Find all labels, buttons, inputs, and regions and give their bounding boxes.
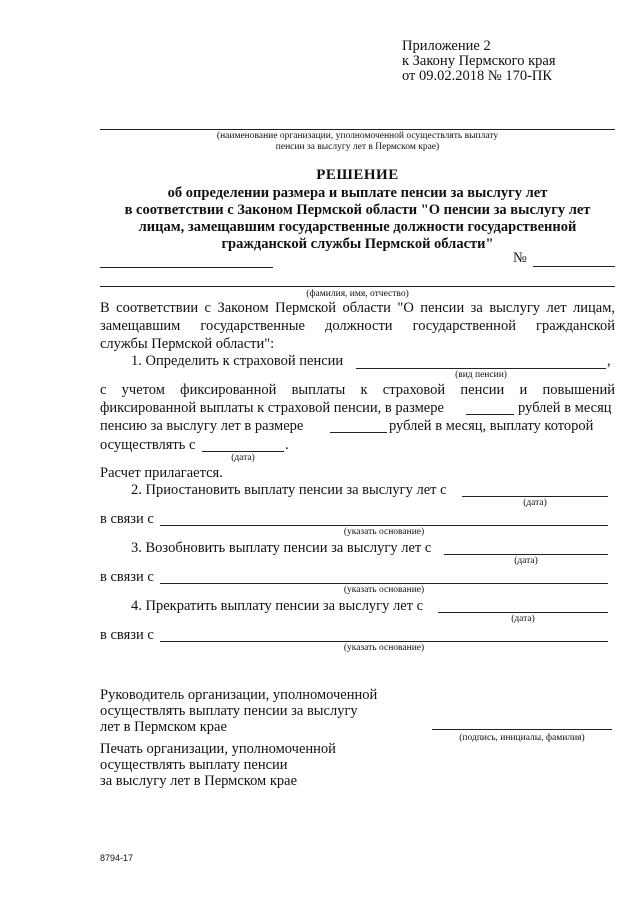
left-blank-line — [100, 267, 273, 268]
item1-body-line: с учетом фиксированной выплаты к страховой пенсии и повышений — [100, 382, 615, 398]
appendix-line: к Закону Пермского края — [402, 53, 556, 69]
title-heading: РЕШЕНИЕ — [316, 167, 399, 183]
terminate-reason-line — [160, 641, 608, 642]
signature-caption: (подпись, инициалы, фамилия) — [459, 733, 585, 743]
appendix-line: от 09.02.2018 № 170-ПК — [402, 68, 553, 84]
item1-line4b: рублей в месяц, выплату которой — [389, 418, 594, 434]
title-line: гражданской службы Пермской области" — [221, 236, 494, 252]
suspend-reason-line — [160, 525, 608, 526]
item1-line5: осуществлять с — [100, 437, 196, 453]
stamp-line: за выслугу лет в Пермском крае — [100, 773, 298, 789]
head-sign-line: осуществлять выплату пенсии за выслугу — [100, 703, 358, 719]
head-sign-line: Руководитель организации, уполномоченной — [100, 687, 378, 703]
start-date-caption: (дата) — [231, 453, 255, 463]
start-date-line — [202, 451, 284, 452]
item3-reason-label: в связи с — [100, 569, 154, 585]
title-line: лицам, замещавшим государственные должности государственной — [138, 219, 577, 235]
title-line: в соответствии с Законом Пермской области "О пенсии за выслугу лет — [124, 202, 591, 218]
item1-line3b: рублей в месяц — [518, 400, 612, 416]
pension-type-line — [356, 368, 606, 369]
item1-comma: , — [607, 353, 611, 369]
head-sign-block — [100, 687, 400, 736]
item2-reason-label: в связи с — [100, 511, 154, 527]
item2-text: 2. Приостановить выплату пенсии за выслугу лет с — [131, 482, 447, 498]
org-caption — [100, 131, 615, 153]
pension-type-caption: (вид пенсии) — [455, 370, 507, 380]
item2-date-caption: (дата) — [523, 498, 547, 508]
item2-reason-caption: (указать основание) — [343, 527, 425, 537]
item3-reason-caption: (указать основание) — [343, 585, 425, 595]
resume-date-line — [444, 554, 608, 555]
item4-date-caption: (дата) — [511, 614, 535, 624]
org-name-line — [100, 129, 615, 130]
pension-amount-line — [330, 432, 387, 433]
stamp-block — [100, 741, 400, 790]
item4-reason-label: в связи с — [100, 627, 154, 643]
item4-reason-caption: (указать основание) — [343, 643, 425, 653]
appendix-block — [402, 38, 602, 85]
item3-date-caption: (дата) — [514, 556, 538, 566]
fio-line — [100, 286, 615, 287]
intro-paragraph — [100, 300, 615, 353]
appendix-line: Приложение 2 — [402, 38, 491, 54]
item1-dot: . — [285, 437, 289, 453]
item1-text: 1. Определить к страховой пенсии — [131, 353, 344, 369]
intro-line: замещавшим государственные должности государственной гражданской — [100, 318, 615, 334]
calc-note: Расчет прилагается. — [100, 465, 223, 481]
stamp-line: осуществлять выплату пенсии — [100, 757, 288, 773]
terminate-date-line — [438, 612, 608, 613]
title-line: об определении размера и выплате пенсии за выслугу лет — [167, 185, 548, 201]
org-caption-line: (наименование организации, уполномоченной осуществлять выплату — [216, 131, 499, 141]
item1-line3a: фиксированной выплаты к страховой пенсии, в размере — [100, 400, 444, 416]
footer-code: 8794-17 — [100, 853, 134, 863]
fio-caption: (фамилия, имя, отчество) — [306, 289, 409, 299]
number-blank-line — [533, 266, 615, 267]
number-label: № — [513, 250, 527, 266]
item4-text: 4. Прекратить выплату пенсии за выслугу лет с — [131, 598, 424, 614]
item3-text: 3. Возобновить выплату пенсии за выслугу лет с — [131, 540, 432, 556]
org-caption-line: пенсии за выслугу лет в Пермском крае) — [275, 142, 440, 152]
head-sign-line: лет в Пермском крае — [100, 719, 227, 735]
signature-line — [432, 729, 612, 730]
fixed-amount-line — [466, 414, 514, 415]
resume-reason-line — [160, 583, 608, 584]
item1-line4a: пенсию за выслугу лет в размере — [100, 418, 304, 434]
intro-line: В соответствии с Законом Пермской области "О пенсии за выслугу лет лицам, — [100, 300, 615, 316]
intro-line: службы Пермской области": — [100, 336, 275, 352]
stamp-line: Печать организации, уполномоченной — [100, 741, 336, 757]
document-title — [90, 167, 625, 253]
suspend-date-line — [462, 496, 608, 497]
item1-body — [100, 382, 615, 399]
